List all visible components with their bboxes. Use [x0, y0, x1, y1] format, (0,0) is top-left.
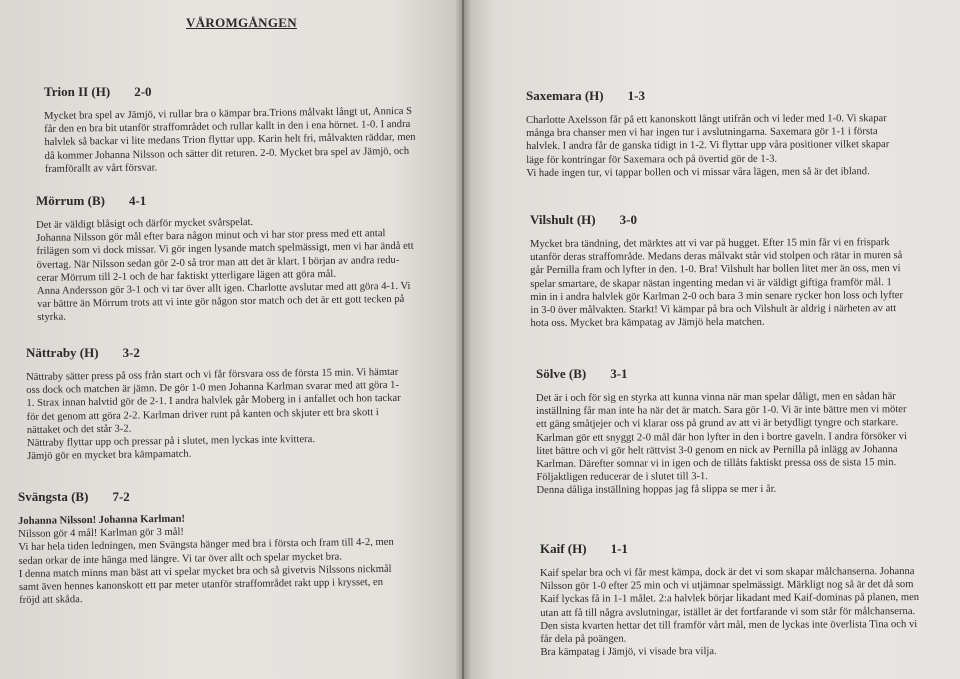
match-report	[18, 510, 395, 608]
report-line: Jämjö gör en mycket bra kämpamatch.	[27, 448, 192, 463]
report-line: Kaif lyckas få in 1-1 målet. 2:a halvlek börjar likadant med Kaif-dominas på planen, men	[540, 592, 920, 606]
report-line: Följaktligen reducerar de i slutet till 3-1.	[536, 471, 708, 484]
match-svangsta	[18, 489, 393, 607]
match-header	[18, 489, 393, 505]
report-line: Charlotte Axelsson får på ett kanonskott långt utifrån och vi leder med 1-0. Vi skapar	[526, 113, 887, 126]
report-line: Det är i och för sig en styrka att kunna vinna när man spelar dåligt, men en sådan här	[536, 391, 896, 404]
report-line: in 3-0 över målvakten. Starkt! Vi kämpar på bra och Vilshult är aldrig i närheten av att	[530, 303, 897, 317]
match-header	[540, 541, 919, 557]
match-header	[44, 84, 415, 100]
team-name: Mörrum (B)	[36, 193, 105, 208]
report-line: spelar smartare, de skapar nästan ingenting medan vi är väldigt giftiga framför mål. 1	[530, 276, 892, 290]
match-score: 2-0	[134, 84, 152, 99]
match-score: 1-3	[627, 88, 645, 103]
report-line: Vi hade ingen tur, vi tappar bollen och vi missar våra lägen, men så är det ibland.	[526, 166, 870, 179]
report-line: för det genom att göra 2-2. Karlman driver runt på kanten och skjuter ett bra skott i	[26, 406, 379, 423]
match-score: 3-0	[619, 212, 637, 227]
report-line: Mycket bra tändning, det märktes att vi var på hugget. Efter 15 min får vi en frispark	[530, 237, 890, 250]
report-line: Mycket bra spel av Jämjö, vi rullar bra o kämpar bra.Trions målvakt långt ut, Annica S	[44, 105, 413, 122]
report-line: utan att få till några avslutningar, istället är det fortfarande vi som står för målchanserna.	[540, 605, 916, 619]
report-line: Bra kämpatag i Jämjö, vi visade bra vilja.	[540, 646, 717, 659]
report-line: halvlek så backar vi lite medans Trion flyttar upp. Karin helt fri, målvakten räddar, men	[44, 132, 416, 149]
report-line: I denna match minns man bäst att vi spelar mycket bra och så givetvis Nilssons nickmål	[18, 563, 392, 580]
book-gutter	[455, 0, 471, 679]
match-kaif	[540, 541, 919, 659]
report-headline: Johanna Nilsson! Johanna Karlman!	[18, 513, 186, 527]
match-score: 3-2	[122, 345, 140, 360]
report-line: Karlman gör ett snyggt 2-0 mål där hon lyfter in den i bortre gaveln. I andra försöker vi	[536, 430, 907, 444]
report-line: Den sista kvarten hettar det till framför vårt mål, men de lyckas inte överlista Tina och vi	[540, 618, 918, 632]
report-line: Kaif spelar bra och vi får mest kämpa, dock är det vi som skapar målchanserna. Johanna	[540, 566, 915, 579]
match-score: 1-1	[610, 541, 628, 556]
report-line: oss dock och matchen är jämn. De gör 1-0 men Johanna Karlman svarar med att göra 1-	[26, 379, 400, 397]
match-report	[526, 112, 889, 180]
team-name: Svängsta (B)	[18, 489, 89, 504]
team-name: Kaif (H)	[540, 541, 587, 556]
report-line: var bättre än Mörrum trots att vi inte gör någon stor match och det är ett gott tecken på	[37, 294, 405, 311]
report-line: sedan orkar de inte hänga med längre. Vi tar över allt och spelar mycket bra.	[18, 551, 343, 567]
report-line: inställning får man inte ha när det är match. Sara gör 1-0. Vi är inte bättre men vi möter	[536, 404, 907, 418]
match-header	[536, 366, 907, 382]
report-line: nättaket och det står 3-2.	[26, 423, 132, 436]
report-line: får den en bra bit utanför straffområdet och rullar kallt in den i ena hörnet. 1-0. I andra	[44, 119, 411, 136]
report-line: går Pernilla fram och lyfter in den. 1-0. Bra! Vilshult har bollen litet mer än oss, men vi	[530, 263, 901, 277]
match-report	[540, 565, 919, 659]
report-line: läge för kontringar för Saxemara och på övertid gör de 1-3.	[526, 153, 778, 166]
match-score: 4-1	[128, 193, 147, 208]
match-header	[26, 345, 400, 361]
report-line: samt även hennes kanonskott ett par meter utanför straffområdet rakt upp i krysset, en	[18, 576, 384, 594]
match-score: 7-2	[112, 489, 130, 504]
document-title: VÅROMGÅNGEN	[186, 15, 297, 30]
match-vilshult	[530, 212, 903, 330]
report-line: Nilsson gör 4 mål! Karlman gör 3 mål!	[18, 526, 184, 541]
report-line: cerar Mörrum till 2-1 och de har faktiskt ytterligare lägen att göra mål.	[36, 268, 337, 284]
right-page	[464, 0, 960, 679]
report-line: framförallt av vårt försvar.	[44, 162, 158, 175]
match-saxemara	[526, 88, 889, 180]
match-solve	[536, 366, 907, 498]
report-line: Det är väldigt blåsigt och därför mycket svårspelat.	[36, 216, 254, 231]
match-report	[36, 214, 415, 325]
report-line: ett gäng småtjejer och vi klarar oss på grund av att vi är betydligt tyngre och starkare.	[536, 417, 899, 431]
report-line: fröjd att skåda.	[19, 594, 83, 607]
report-line: hota oss. Mycket bra kämpatag av Jämjö hela matchen.	[530, 316, 765, 330]
report-line: Vi har hela tiden ledningen, men Svängsta hänger med bra i första och fram till 4-2, men	[18, 537, 394, 554]
report-line: halvlek. I andra får de ganska tidigt in 1-2. Vi flyttar upp våra positioner vilket skapar	[526, 139, 890, 153]
report-line: Anna Andersson gör 3-1 och vi tar över allt igen. Charlotte avslutar med att göra 4-1. Vi	[36, 280, 411, 298]
report-line: 1. Strax innan halvtid gör de 2-1. I andra halvlek går Moberg in i anfallet och hon tackar	[26, 393, 401, 410]
report-line: övertag. När Nilsson sedan gör 2-0 så tror man att det är klart. I början av andra redu-	[36, 254, 400, 271]
report-line: Nättraby sätter press på oss från start och vi får försvara oss de första 15 min. Vi hämtar	[26, 366, 399, 383]
team-name: Trion II (H)	[44, 84, 111, 99]
team-name: Saxemara (H)	[526, 88, 604, 103]
report-line: Denna dåliga inställning hoppas jag få slippa se mer i år.	[536, 484, 777, 497]
match-header	[530, 212, 903, 228]
report-line: utanför deras straffområde. Medans deras målvakt står vid stolpen och rätar in muren så	[530, 250, 903, 264]
left-page	[0, 0, 462, 679]
team-name: Sölve (B)	[536, 366, 587, 381]
match-score: 3-1	[610, 366, 628, 381]
match-nattraby	[26, 345, 400, 463]
report-line: Nilsson gör 1-0 efter 25 min och vi utjämnar spelmässigt. Märkligt nog så är det då som	[540, 579, 914, 593]
report-line: Karlman. Därefter somnar vi in igen och de tillåts faktiskt pressa oss de sista 15 min.	[536, 457, 897, 471]
match-report	[530, 236, 903, 330]
report-line: Johanna Nilsson gör mål efter bara någon minut och vi har stor press med ett antal	[36, 228, 386, 245]
match-morrum	[36, 193, 413, 325]
match-report	[536, 390, 907, 498]
match-header	[36, 193, 413, 209]
report-line: får dela på poängen.	[540, 633, 627, 646]
report-line: många bra chanser men vi har ingen tur i avslutningarna. Saxemara gör 1-1 i första	[526, 126, 878, 140]
match-header	[526, 88, 889, 104]
report-line: styrka.	[37, 312, 67, 324]
report-line: då kommer Johanna Nilsson och sätter dit returen. 2-0. Mycket bra spel av Jämjö, och	[44, 145, 410, 162]
match-report	[44, 105, 416, 176]
match-trion	[44, 84, 415, 176]
report-line: min in i andra halvlek gör Karlman 2-0 och bara 3 min senare rycker hon loss och lyfter	[530, 289, 904, 303]
team-name: Vilshult (H)	[530, 212, 596, 227]
report-line: Nättraby flyttar upp och pressar på i slutet, men lyckas inte kvittera.	[26, 433, 316, 450]
report-line: frilägen som vi dock missar. Vi gör ingen lysande match spelmässigt, men vi har ändå ett	[36, 241, 414, 258]
team-name: Nättraby (H)	[26, 345, 99, 360]
match-report	[26, 366, 402, 464]
report-line: litet bättre och vi gör helt rättvist 3-0 genom en nick av Pernilla på inlägg av Johanna	[536, 443, 898, 457]
